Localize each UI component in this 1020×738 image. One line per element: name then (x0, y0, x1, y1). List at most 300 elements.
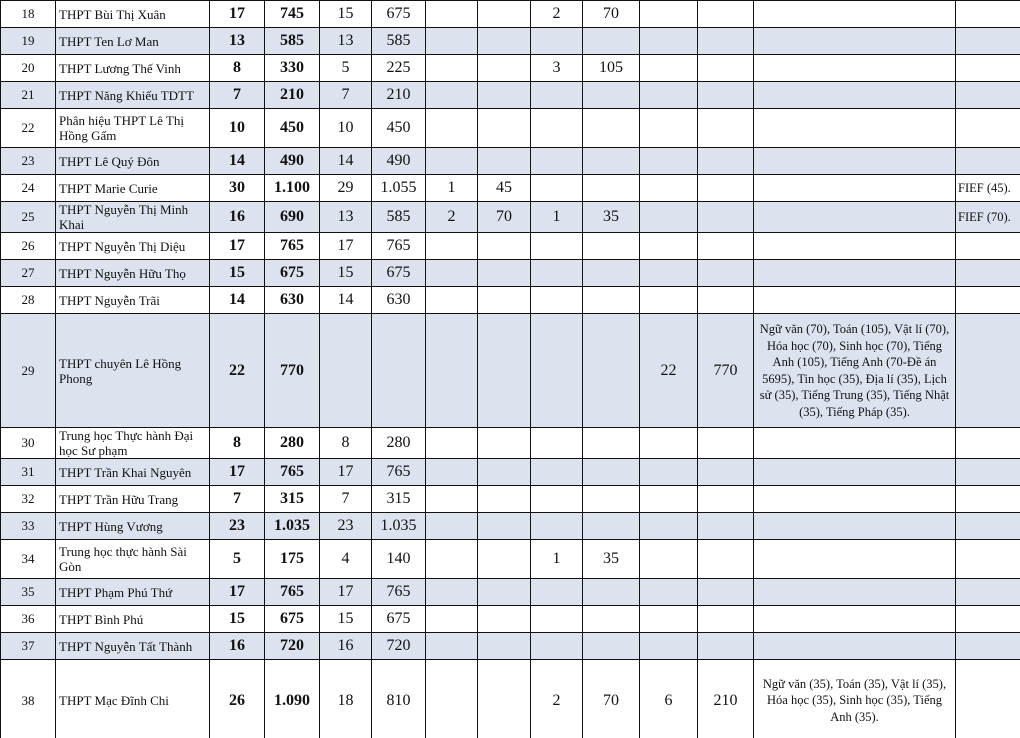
integrated-students (478, 28, 531, 55)
enhanced-students: 35 (583, 540, 640, 579)
total-classes: 14 (210, 287, 265, 314)
regular-classes: 5 (320, 55, 372, 82)
integrated-program-note (956, 540, 1020, 579)
regular-students: 490 (372, 148, 426, 175)
regular-students: 315 (372, 486, 426, 513)
regular-students: 765 (372, 579, 426, 606)
enhanced-classes (531, 82, 583, 109)
school-name: THPT Lê Quý Đôn (56, 148, 210, 175)
total-classes: 26 (210, 660, 265, 738)
table-row (1, 513, 1020, 540)
regular-students: 210 (372, 82, 426, 109)
integrated-classes (426, 1, 478, 28)
specialized-students (698, 233, 754, 260)
school-name: THPT Ten Lơ Man (56, 28, 210, 55)
enhanced-classes (531, 28, 583, 55)
total-students: 765 (265, 579, 320, 606)
table-row (1, 1, 1020, 28)
integrated-students (478, 55, 531, 82)
integrated-program-note (956, 314, 1020, 428)
integrated-students: 70 (478, 202, 531, 233)
specialized-subjects-note (754, 287, 956, 314)
total-students: 690 (265, 202, 320, 233)
integrated-students (478, 82, 531, 109)
integrated-students (478, 660, 531, 738)
enhanced-classes (531, 233, 583, 260)
school-name: THPT Mạc Đĩnh Chi (56, 660, 210, 738)
specialized-classes (640, 486, 698, 513)
enhanced-classes: 2 (531, 660, 583, 738)
specialized-subjects-note (754, 109, 956, 148)
school-name: Phân hiệu THPT Lê Thị Hồng Gấm (56, 109, 210, 148)
total-classes: 8 (210, 428, 265, 459)
regular-classes: 15 (320, 1, 372, 28)
school-name: THPT Nguyễn Trãi (56, 287, 210, 314)
integrated-students (478, 633, 531, 660)
integrated-program-note (956, 82, 1020, 109)
specialized-classes (640, 202, 698, 233)
school-name: THPT Phạm Phú Thứ (56, 579, 210, 606)
specialized-classes (640, 579, 698, 606)
regular-classes: 4 (320, 540, 372, 579)
specialized-subjects-note (754, 28, 956, 55)
table-row (1, 109, 1020, 148)
total-classes: 15 (210, 260, 265, 287)
specialized-students (698, 28, 754, 55)
total-classes: 14 (210, 148, 265, 175)
regular-classes: 23 (320, 513, 372, 540)
specialized-subjects-note (754, 513, 956, 540)
regular-students: 720 (372, 633, 426, 660)
regular-classes: 13 (320, 28, 372, 55)
enhanced-classes: 3 (531, 55, 583, 82)
enhanced-students: 105 (583, 55, 640, 82)
specialized-students (698, 540, 754, 579)
enhanced-classes: 1 (531, 202, 583, 233)
enhanced-students (583, 233, 640, 260)
specialized-classes (640, 109, 698, 148)
integrated-program-note (956, 633, 1020, 660)
integrated-program-note: FIEF (70). (956, 202, 1020, 233)
specialized-classes (640, 28, 698, 55)
total-students: 745 (265, 1, 320, 28)
specialized-students (698, 486, 754, 513)
enhanced-students (583, 459, 640, 486)
specialized-students (698, 148, 754, 175)
enhanced-students (583, 109, 640, 148)
table-row (1, 633, 1020, 660)
total-classes: 17 (210, 459, 265, 486)
integrated-classes: 1 (426, 175, 478, 202)
integrated-program-note (956, 287, 1020, 314)
total-students: 315 (265, 486, 320, 513)
enhanced-students (583, 606, 640, 633)
integrated-students (478, 109, 531, 148)
regular-classes: 14 (320, 148, 372, 175)
total-students: 770 (265, 314, 320, 428)
total-students: 765 (265, 233, 320, 260)
integrated-program-note (956, 579, 1020, 606)
specialized-students (698, 287, 754, 314)
regular-students: 765 (372, 233, 426, 260)
integrated-classes (426, 513, 478, 540)
regular-classes: 7 (320, 486, 372, 513)
enhanced-classes (531, 109, 583, 148)
enhanced-students: 35 (583, 202, 640, 233)
table-row (1, 459, 1020, 486)
specialized-classes (640, 1, 698, 28)
regular-students: 585 (372, 28, 426, 55)
specialized-students (698, 428, 754, 459)
integrated-program-note: FIEF (45). (956, 175, 1020, 202)
specialized-students (698, 109, 754, 148)
total-classes: 22 (210, 314, 265, 428)
integrated-students (478, 260, 531, 287)
specialized-students (698, 175, 754, 202)
total-classes: 5 (210, 540, 265, 579)
school-name: THPT Nguyễn Thị Minh Khai (56, 202, 210, 233)
integrated-classes (426, 233, 478, 260)
specialized-classes (640, 148, 698, 175)
regular-students: 140 (372, 540, 426, 579)
specialized-students (698, 202, 754, 233)
row-number: 34 (1, 540, 56, 579)
total-classes: 17 (210, 579, 265, 606)
specialized-classes (640, 540, 698, 579)
school-name: THPT Năng Khiếu TDTT (56, 82, 210, 109)
total-classes: 30 (210, 175, 265, 202)
integrated-program-note (956, 1, 1020, 28)
specialized-students (698, 633, 754, 660)
regular-classes: 17 (320, 579, 372, 606)
enhanced-students (583, 175, 640, 202)
specialized-students: 210 (698, 660, 754, 738)
specialized-classes (640, 55, 698, 82)
specialized-subjects-note (754, 175, 956, 202)
integrated-classes: 2 (426, 202, 478, 233)
specialized-subjects-note (754, 55, 956, 82)
integrated-program-note (956, 148, 1020, 175)
specialized-subjects-note (754, 459, 956, 486)
integrated-classes (426, 486, 478, 513)
row-number: 22 (1, 109, 56, 148)
school-name: Trung học Thực hành Đại học Sư phạm (56, 428, 210, 459)
regular-students: 810 (372, 660, 426, 738)
regular-students: 225 (372, 55, 426, 82)
regular-students (372, 314, 426, 428)
total-students: 630 (265, 287, 320, 314)
enhanced-classes (531, 459, 583, 486)
row-number: 32 (1, 486, 56, 513)
row-number: 31 (1, 459, 56, 486)
specialized-subjects-note (754, 540, 956, 579)
enhanced-classes (531, 513, 583, 540)
specialized-subjects-note (754, 486, 956, 513)
integrated-students (478, 540, 531, 579)
table-row (1, 660, 1020, 738)
enhanced-students (583, 513, 640, 540)
specialized-subjects-note (754, 1, 956, 28)
specialized-classes (640, 513, 698, 540)
integrated-students (478, 314, 531, 428)
specialized-subjects-note (754, 233, 956, 260)
specialized-classes (640, 428, 698, 459)
regular-classes: 13 (320, 202, 372, 233)
regular-classes: 8 (320, 428, 372, 459)
row-number: 30 (1, 428, 56, 459)
table-row (1, 606, 1020, 633)
regular-students: 1.055 (372, 175, 426, 202)
row-number: 20 (1, 55, 56, 82)
table-row (1, 287, 1020, 314)
integrated-students (478, 459, 531, 486)
integrated-program-note (956, 459, 1020, 486)
total-students: 280 (265, 428, 320, 459)
specialized-classes (640, 82, 698, 109)
specialized-classes (640, 633, 698, 660)
specialized-students (698, 459, 754, 486)
row-number: 28 (1, 287, 56, 314)
total-students: 1.090 (265, 660, 320, 738)
integrated-students (478, 428, 531, 459)
total-students: 1.035 (265, 513, 320, 540)
regular-students: 675 (372, 606, 426, 633)
enhanced-students (583, 148, 640, 175)
total-classes: 10 (210, 109, 265, 148)
enhanced-students: 70 (583, 660, 640, 738)
school-name: Trung học thực hành Sài Gòn (56, 540, 210, 579)
enhanced-classes (531, 579, 583, 606)
enhanced-classes: 2 (531, 1, 583, 28)
integrated-classes (426, 633, 478, 660)
total-students: 720 (265, 633, 320, 660)
row-number: 23 (1, 148, 56, 175)
total-students: 1.100 (265, 175, 320, 202)
specialized-classes: 6 (640, 660, 698, 738)
specialized-classes (640, 459, 698, 486)
regular-students: 280 (372, 428, 426, 459)
total-classes: 8 (210, 55, 265, 82)
enhanced-classes (531, 287, 583, 314)
regular-classes: 7 (320, 82, 372, 109)
total-students: 175 (265, 540, 320, 579)
specialized-subjects-note: Ngữ văn (35), Toán (35), Vật lí (35), Hóa học (35), Sinh học (35), Tiếng Anh (35). (754, 660, 956, 738)
integrated-program-note (956, 233, 1020, 260)
integrated-classes (426, 260, 478, 287)
integrated-classes (426, 148, 478, 175)
total-students: 210 (265, 82, 320, 109)
specialized-students (698, 260, 754, 287)
integrated-students (478, 148, 531, 175)
enhanced-classes (531, 428, 583, 459)
total-classes: 23 (210, 513, 265, 540)
total-students: 675 (265, 606, 320, 633)
table-row (1, 233, 1020, 260)
row-number: 37 (1, 633, 56, 660)
regular-students: 1.035 (372, 513, 426, 540)
total-classes: 17 (210, 233, 265, 260)
regular-students: 765 (372, 459, 426, 486)
specialized-classes (640, 233, 698, 260)
table-row (1, 28, 1020, 55)
school-name: THPT Trần Khai Nguyên (56, 459, 210, 486)
regular-classes: 15 (320, 606, 372, 633)
row-number: 21 (1, 82, 56, 109)
specialized-subjects-note (754, 606, 956, 633)
integrated-classes (426, 540, 478, 579)
specialized-subjects-note (754, 428, 956, 459)
enhanced-students (583, 579, 640, 606)
specialized-students (698, 579, 754, 606)
school-name: THPT Nguyễn Thị Diệu (56, 233, 210, 260)
school-name: THPT chuyên Lê Hồng Phong (56, 314, 210, 428)
specialized-subjects-note: Ngữ văn (70), Toán (105), Vật lí (70), Hóa học (70), Sinh học (70), Tiếng Anh (105), Tiếng Anh (70-Đề án 5695), Tin học (35), Địa lí (35), Lịch sử (35), Tiếng Trung (35), Tiếng Nhật (35), Tiếng Pháp (35). (754, 314, 956, 428)
integrated-classes (426, 82, 478, 109)
specialized-students: 770 (698, 314, 754, 428)
enhanced-students: 70 (583, 1, 640, 28)
integrated-program-note (956, 660, 1020, 738)
enhanced-students (583, 486, 640, 513)
enhanced-classes (531, 148, 583, 175)
integrated-classes (426, 55, 478, 82)
school-name: THPT Bình Phú (56, 606, 210, 633)
enhanced-classes (531, 486, 583, 513)
total-classes: 17 (210, 1, 265, 28)
integrated-program-note (956, 109, 1020, 148)
row-number: 19 (1, 28, 56, 55)
specialized-classes (640, 287, 698, 314)
integrated-students (478, 1, 531, 28)
table-row (1, 314, 1020, 428)
row-number: 27 (1, 260, 56, 287)
specialized-students (698, 82, 754, 109)
specialized-subjects-note (754, 82, 956, 109)
regular-classes: 14 (320, 287, 372, 314)
table-row (1, 540, 1020, 579)
specialized-subjects-note (754, 148, 956, 175)
specialized-subjects-note (754, 579, 956, 606)
integrated-program-note (956, 606, 1020, 633)
school-name: THPT Nguyễn Hữu Thọ (56, 260, 210, 287)
row-number: 33 (1, 513, 56, 540)
table-row (1, 579, 1020, 606)
integrated-classes (426, 660, 478, 738)
table-row (1, 148, 1020, 175)
integrated-program-note (956, 486, 1020, 513)
integrated-students (478, 233, 531, 260)
specialized-students (698, 1, 754, 28)
enhanced-classes (531, 314, 583, 428)
row-number: 38 (1, 660, 56, 738)
integrated-classes (426, 579, 478, 606)
enhanced-students (583, 633, 640, 660)
table-row (1, 202, 1020, 233)
row-number: 35 (1, 579, 56, 606)
total-students: 765 (265, 459, 320, 486)
table-body (1, 1, 1020, 738)
table-row (1, 55, 1020, 82)
total-students: 490 (265, 148, 320, 175)
integrated-classes (426, 287, 478, 314)
regular-classes: 29 (320, 175, 372, 202)
total-classes: 16 (210, 633, 265, 660)
integrated-classes (426, 606, 478, 633)
integrated-classes (426, 109, 478, 148)
total-students: 585 (265, 28, 320, 55)
regular-students: 630 (372, 287, 426, 314)
regular-students: 675 (372, 260, 426, 287)
table-row (1, 175, 1020, 202)
regular-classes: 10 (320, 109, 372, 148)
enhanced-classes (531, 606, 583, 633)
specialized-classes (640, 175, 698, 202)
specialized-subjects-note (754, 202, 956, 233)
integrated-classes (426, 28, 478, 55)
specialized-students (698, 55, 754, 82)
table-row (1, 486, 1020, 513)
enhanced-students (583, 428, 640, 459)
regular-classes: 17 (320, 459, 372, 486)
regular-students: 675 (372, 1, 426, 28)
total-classes: 15 (210, 606, 265, 633)
enhanced-classes (531, 633, 583, 660)
integrated-students (478, 287, 531, 314)
enhanced-classes (531, 260, 583, 287)
enhanced-classes: 1 (531, 540, 583, 579)
integrated-students (478, 486, 531, 513)
integrated-classes (426, 314, 478, 428)
school-name: THPT Bùi Thị Xuân (56, 1, 210, 28)
specialized-students (698, 606, 754, 633)
school-name: THPT Marie Curie (56, 175, 210, 202)
regular-students: 450 (372, 109, 426, 148)
specialized-subjects-note (754, 260, 956, 287)
regular-classes: 15 (320, 260, 372, 287)
total-students: 450 (265, 109, 320, 148)
row-number: 24 (1, 175, 56, 202)
total-classes: 7 (210, 486, 265, 513)
specialized-students (698, 513, 754, 540)
regular-classes: 17 (320, 233, 372, 260)
row-number: 25 (1, 202, 56, 233)
specialized-classes (640, 606, 698, 633)
enhanced-students (583, 287, 640, 314)
enhanced-students (583, 28, 640, 55)
total-classes: 13 (210, 28, 265, 55)
integrated-program-note (956, 260, 1020, 287)
school-name: THPT Lương Thế Vinh (56, 55, 210, 82)
row-number: 18 (1, 1, 56, 28)
enhanced-classes (531, 175, 583, 202)
total-classes: 7 (210, 82, 265, 109)
school-name: THPT Hùng Vương (56, 513, 210, 540)
table-row (1, 260, 1020, 287)
school-name: THPT Nguyễn Tất Thành (56, 633, 210, 660)
integrated-students (478, 579, 531, 606)
integrated-program-note (956, 28, 1020, 55)
enhanced-students (583, 260, 640, 287)
school-name: THPT Trần Hữu Trang (56, 486, 210, 513)
integrated-students (478, 606, 531, 633)
integrated-students (478, 513, 531, 540)
regular-classes (320, 314, 372, 428)
specialized-classes: 22 (640, 314, 698, 428)
table-row (1, 428, 1020, 459)
integrated-program-note (956, 513, 1020, 540)
total-students: 675 (265, 260, 320, 287)
integrated-program-note (956, 55, 1020, 82)
integrated-program-note (956, 428, 1020, 459)
